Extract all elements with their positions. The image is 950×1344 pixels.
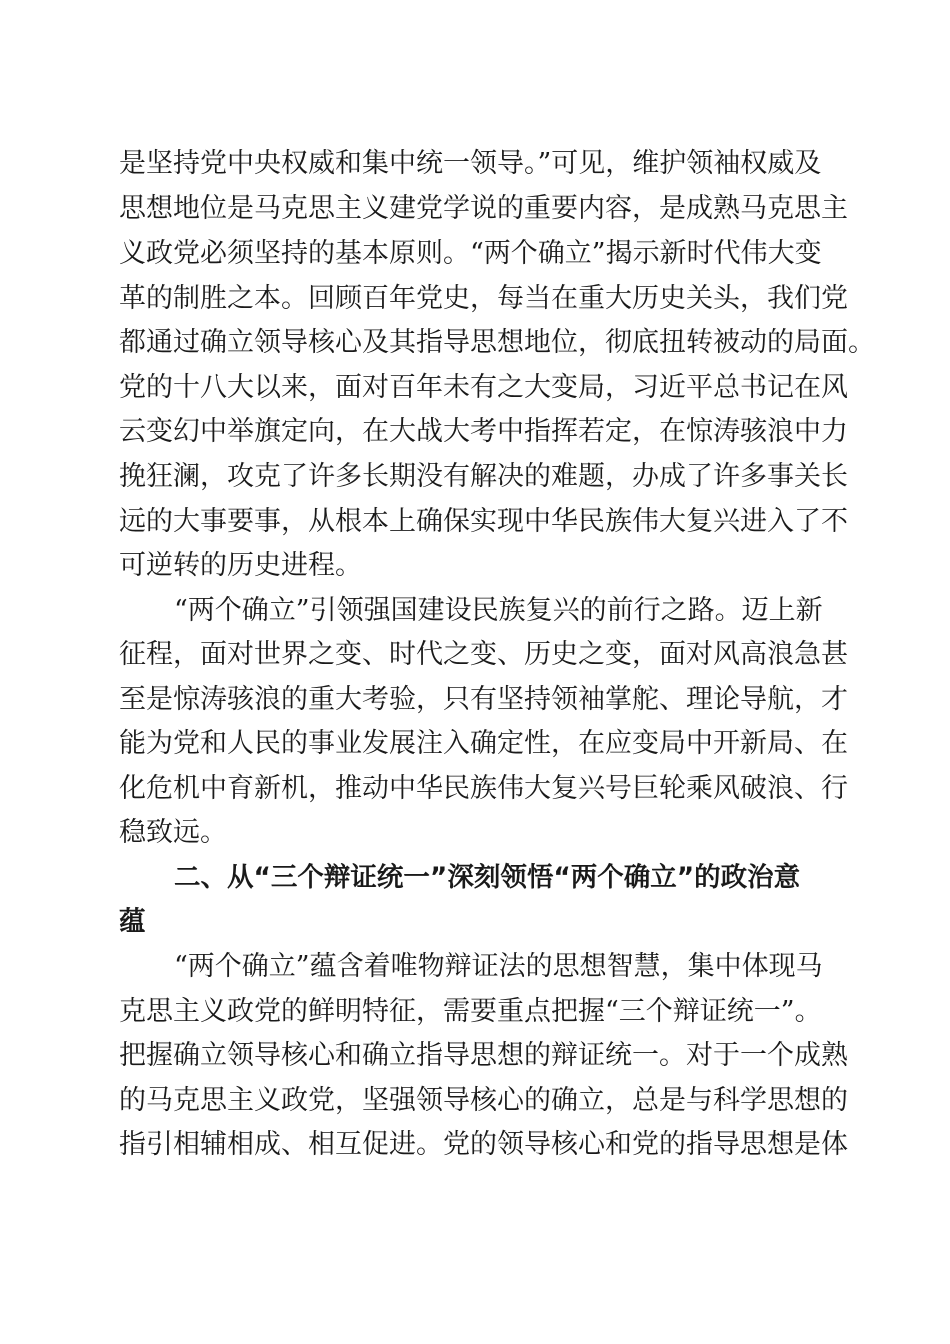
body-line: 把握确立领导核心和确立指导思想的辩证统一。对于一个成熟 — [119, 1040, 848, 1071]
body-line: 思想地位是马克思主义建党学说的重要内容，是成熟马克思主 — [119, 193, 848, 224]
paragraph-first-line: “两个确立”蕴含着唯物辩证法的思想智慧，集中体现马 — [174, 951, 823, 982]
body-line: 云变幻中举旗定向，在大战大考中指挥若定，在惊涛骇浪中力 — [119, 416, 848, 447]
body-line: 至是惊涛骇浪的重大考验，只有坚持领袖掌舵、理论导航，才 — [119, 684, 848, 715]
body-line: 挽狂澜，攻克了许多长期没有解决的难题，办成了许多事关长 — [119, 461, 848, 492]
body-line: 征程，面对世界之变、时代之变、历史之变，面对风高浪急甚 — [119, 639, 848, 670]
body-line: 远的大事要事，从根本上确保实现中华民族伟大复兴进入了不 — [119, 506, 848, 537]
body-line: 都通过确立领导核心及其指导思想地位，彻底扭转被动的局面。 — [119, 327, 875, 358]
section-heading: 二、从“三个辩证统一”深刻领悟“两个确立”的政治意 — [174, 862, 801, 893]
body-line: 可逆转的历史进程。 — [119, 550, 362, 581]
body-line: 能为党和人民的事业发展注入确定性，在应变局中开新局、在 — [119, 728, 848, 759]
section-heading-continued: 蕴 — [119, 906, 146, 937]
body-line: 党的十八大以来，面对百年未有之大变局，习近平总书记在风 — [119, 372, 848, 403]
body-line: 指引相辅相成、相互促进。党的领导核心和党的指导思想是体 — [119, 1129, 848, 1160]
body-line: 化危机中育新机，推动中华民族伟大复兴号巨轮乘风破浪、行 — [119, 773, 848, 804]
body-line: 稳致远。 — [119, 817, 227, 848]
body-line: 革的制胜之本。回顾百年党史，每当在重大历史关头，我们党 — [119, 283, 848, 314]
body-line: 是坚持党中央权威和集中统一领导。”可见，维护领袖权威及 — [119, 148, 822, 179]
body-line: 的马克思主义政党，坚强领导核心的确立，总是与科学思想的 — [119, 1085, 848, 1116]
body-line: 克思主义政党的鲜明特征，需要重点把握“三个辩证统一”。 — [119, 996, 822, 1027]
paragraph-first-line: “两个确立”引领强国建设民族复兴的前行之路。迈上新 — [174, 595, 823, 626]
body-line: 义政党必须坚持的基本原则。“两个确立”揭示新时代伟大变 — [119, 238, 822, 269]
